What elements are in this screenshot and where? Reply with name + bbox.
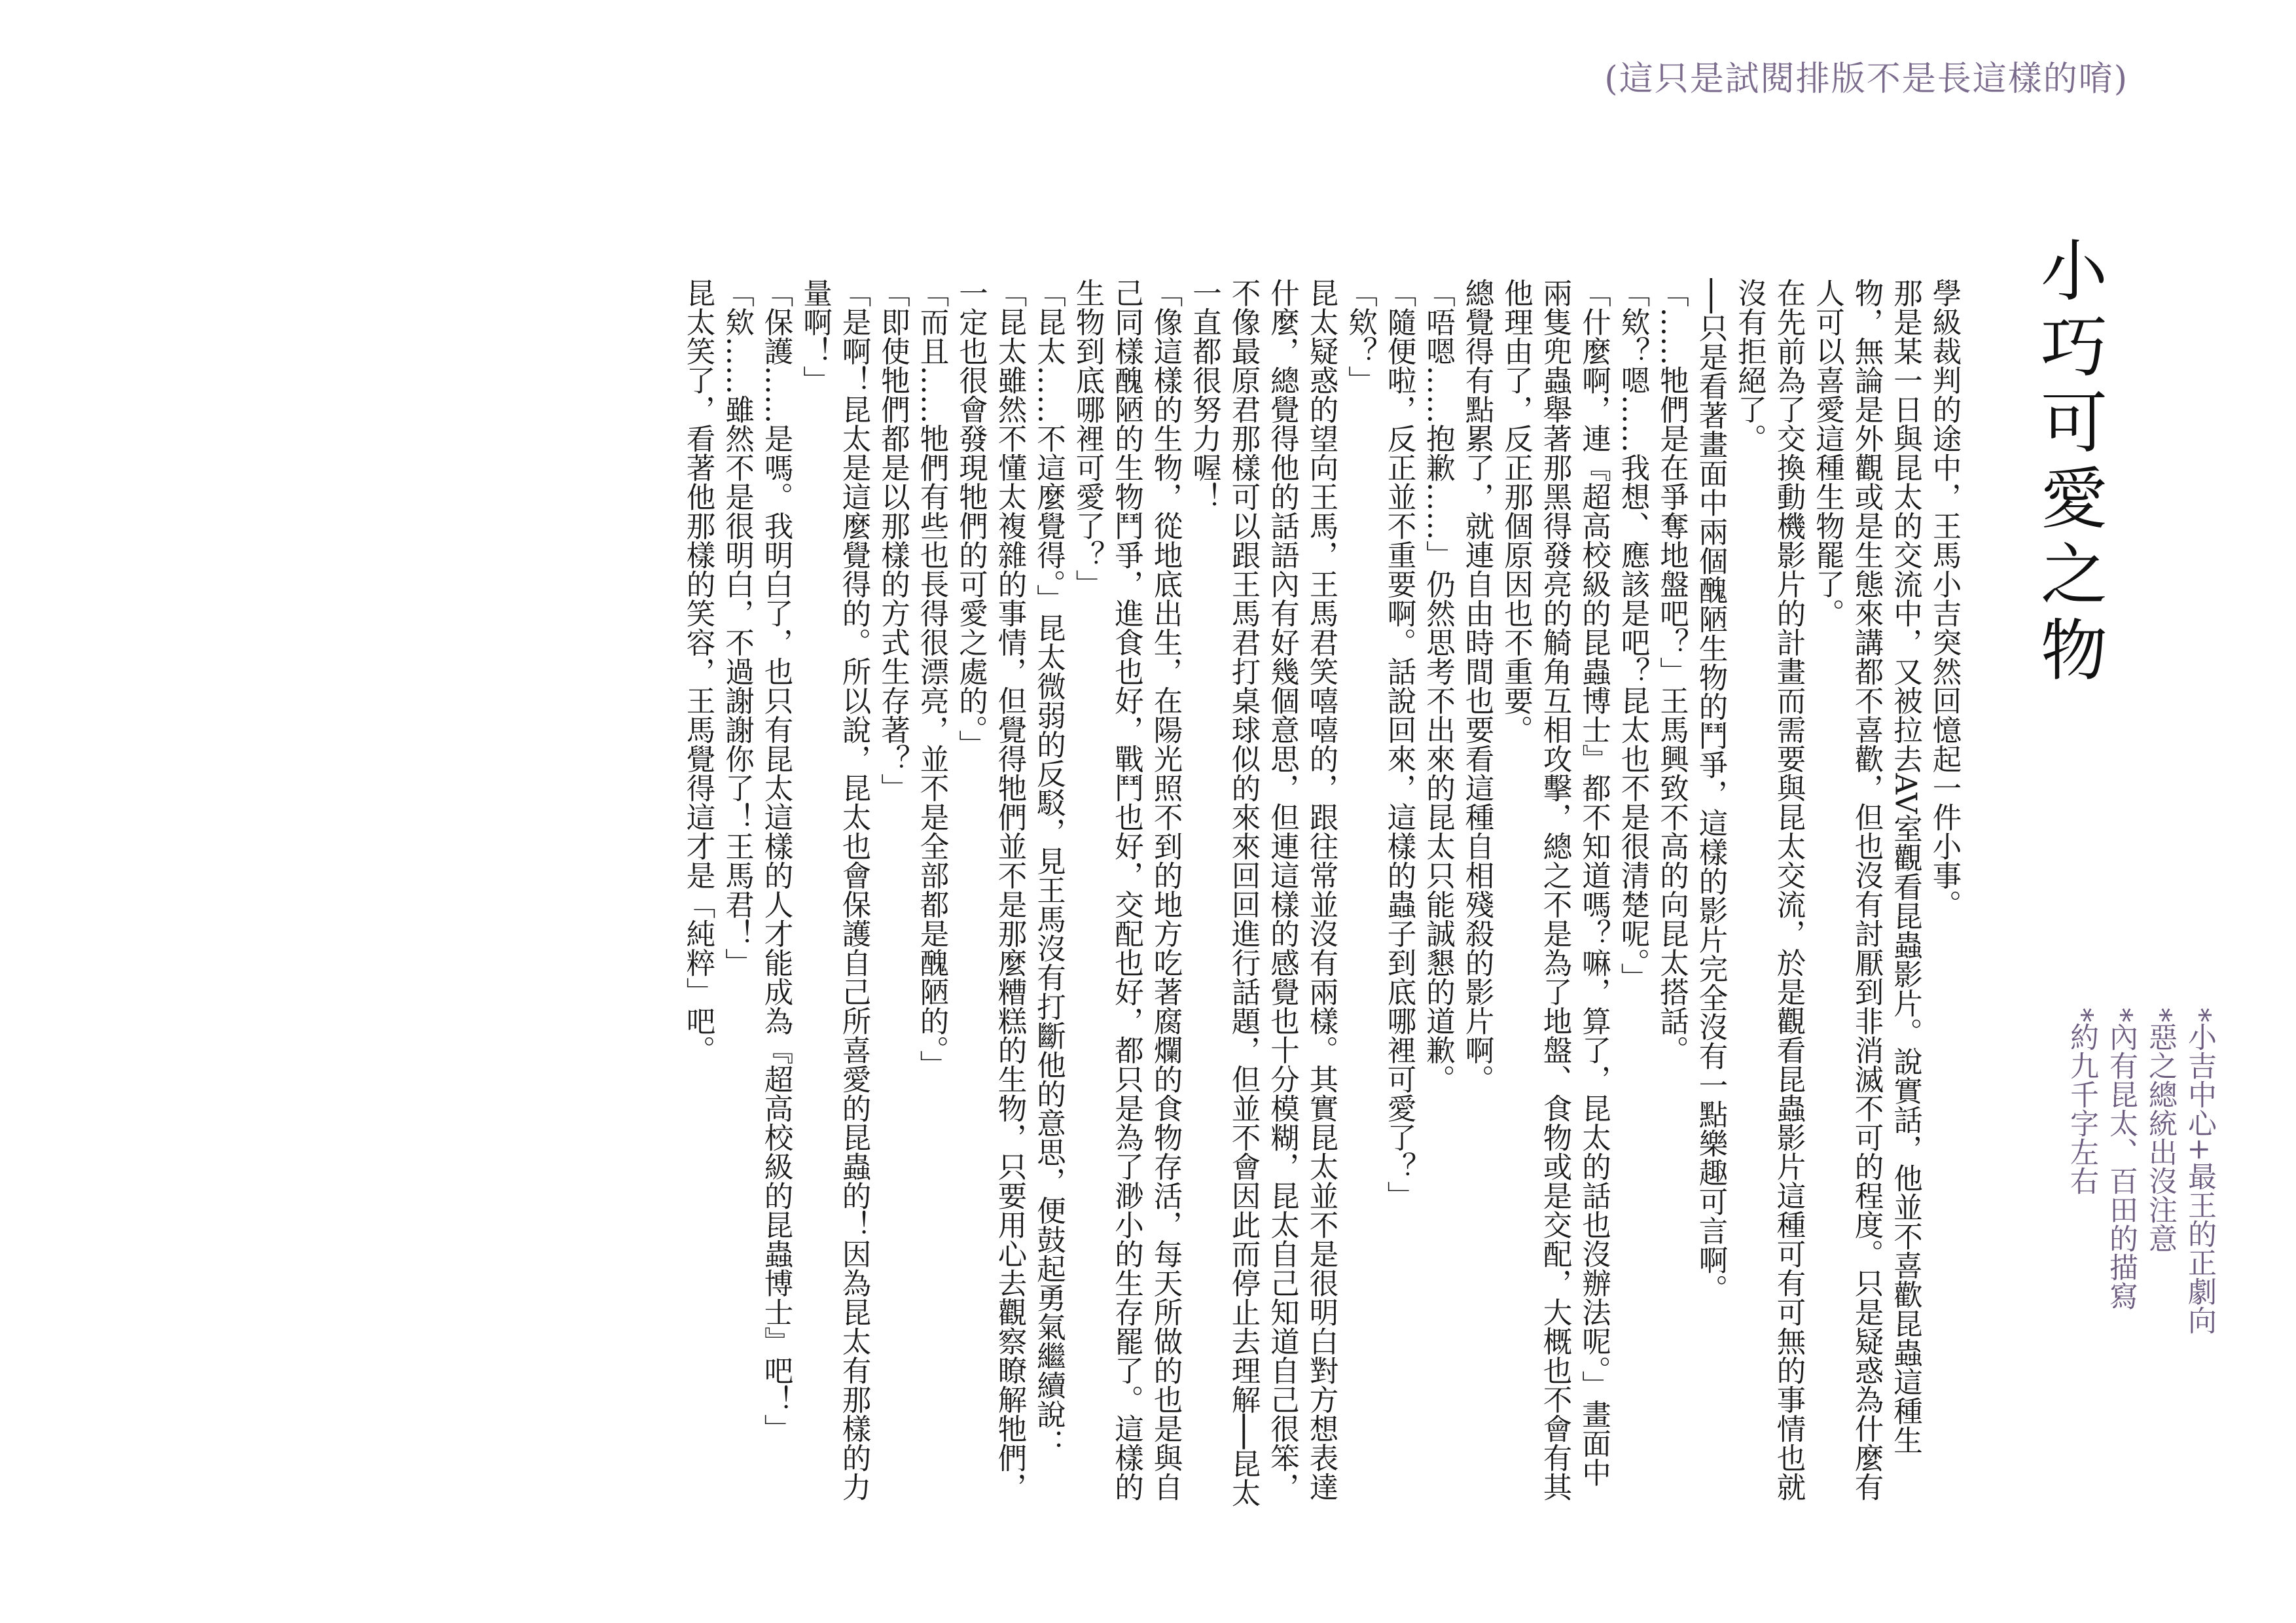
- paragraph: 「欸？嗯……我想、應該是吧？昆太也不是很清楚呢。」: [1616, 278, 1649, 992]
- paragraph: 「欸……雖然不是很明白，不過謝謝你了！王馬君！」: [720, 278, 754, 977]
- paragraph: 「保護……是嗎。我明白了，也只有昆太這樣的人才能成為『超高校級的昆蟲博士』吧！」: [759, 278, 793, 1443]
- paragraph: 「隨便啦，反正並不重要啊。話說回來，這樣的蟲子到底哪裡可愛了？」: [1382, 278, 1416, 1210]
- paragraph: 「昆太……不這麼覺得。」昆太微弱的反駁，見王馬沒有打斷他的意思，便鼓起勇氣繼續說：「昆太雖然不懂太複雜的事情，但覺得牠們並不是那麼糟糕的生物，只要用心去觀察瞭解牠們，一定也很會發現牠們的可愛之處的。」: [954, 278, 1066, 1501]
- paragraph: 昆太笑了，看著他那樣的笑容，王馬覺得這才是「純粹」吧。: [681, 278, 715, 1065]
- chapter-title: 小巧可愛之物: [2030, 236, 2108, 691]
- paragraph: 「什麼啊，連『超高校級的昆蟲博士』都不知道嗎？嘛，算了，昆太的話也沒辦法呢。」畫面中兩隻兜蟲舉著那黑得發亮的觭角互相攻擊，總之不是為了地盤、食物或是交配，大概也不會有其他理由了，反正那個原因也不重要。: [1499, 278, 1611, 1501]
- paragraph: 「即使牠們都是以那樣的方式生存著？」: [876, 278, 910, 802]
- paragraph: 「欸？」: [1343, 278, 1377, 395]
- note-line: *惡之總統出沒注意: [2144, 1008, 2177, 1253]
- story-notes: [2062, 1008, 2219, 1374]
- paragraph: 學級裁判的途中，王馬小吉突然回憶起一件小事。: [1928, 278, 1961, 919]
- paragraph: 「是啊！昆太是這麼覺得的。所以說，昆太也會保護自己所喜愛的昆蟲的！因為昆太有那樣的力量啊！」: [798, 278, 870, 1501]
- paragraph: 「像這樣的生物，從地底出生，在陽光照不到的地方吃著腐爛的食物存活，每天所做的也是與自己同樣醜陋的生物鬥爭，進食也好，戰鬥也好，交配也好，都只是為了渺小的生存罷了。這樣的生物到底哪裡可愛了？」: [1071, 278, 1182, 1501]
- paragraph: 總覺得有點累了，就連自由時間也要看這種自相殘殺的影片啊。: [1460, 278, 1494, 1094]
- note-line: *約九千字左右: [2065, 1008, 2098, 1195]
- paragraph: 「唔嗯……抱歉……」仍然思考不出來的昆太只能誠懇的道歉。: [1421, 278, 1455, 1094]
- note-line: *內有昆太、百田的描寫: [2104, 1008, 2138, 1310]
- story-body: [157, 278, 1964, 1508]
- paragraph: 在先前為了交換動機影片的計畫而需要與昆太交流，於是觀看昆蟲影片這種可有可無的事情也就沒有拒絕了。: [1732, 278, 1805, 1501]
- paragraph: ──只是看著畫面中兩個醜陋生物的鬥爭，這樣的影片完全沒有一點樂趣可言啊。: [1694, 278, 1727, 1304]
- paragraph: 「而且……牠們有些也長得很漂亮，並不是全部都是醜陋的。」: [915, 278, 948, 1079]
- paragraph: 那是某一日與昆太的交流中，又被拉去AV室觀看昆蟲影片。說實話，他並不喜歡昆蟲這種生物，無論是外觀或是生態來講都不喜歡，但也沒有討厭到非消滅不可的程度。只是疑惑為什麼有人可以喜愛這種生物罷了。: [1810, 278, 1922, 1501]
- paragraph: 「……牠們是在爭奪地盤吧？」王馬興致不高的向昆太搭話。: [1655, 278, 1689, 1065]
- paragraph: 昆太疑惑的望向王馬，王馬君笑嘻嘻的，跟往常並沒有兩樣。其實昆太並不是很明白對方想表達什麼，總覺得他的話語內有好幾個意思，但連這樣的感覺也十分模糊，昆太自己知道自己很笨，不像最原君那樣可以跟王馬君打桌球似的來來回回進行話題，但並不會因此而停止去理解──昆太一直都很努力喔！: [1187, 278, 1338, 1508]
- note-line: *小吉中心+最王的正劇向: [2183, 1008, 2216, 1334]
- preview-notice: (這只是試閱排版不是長這樣的唷): [1604, 60, 2128, 99]
